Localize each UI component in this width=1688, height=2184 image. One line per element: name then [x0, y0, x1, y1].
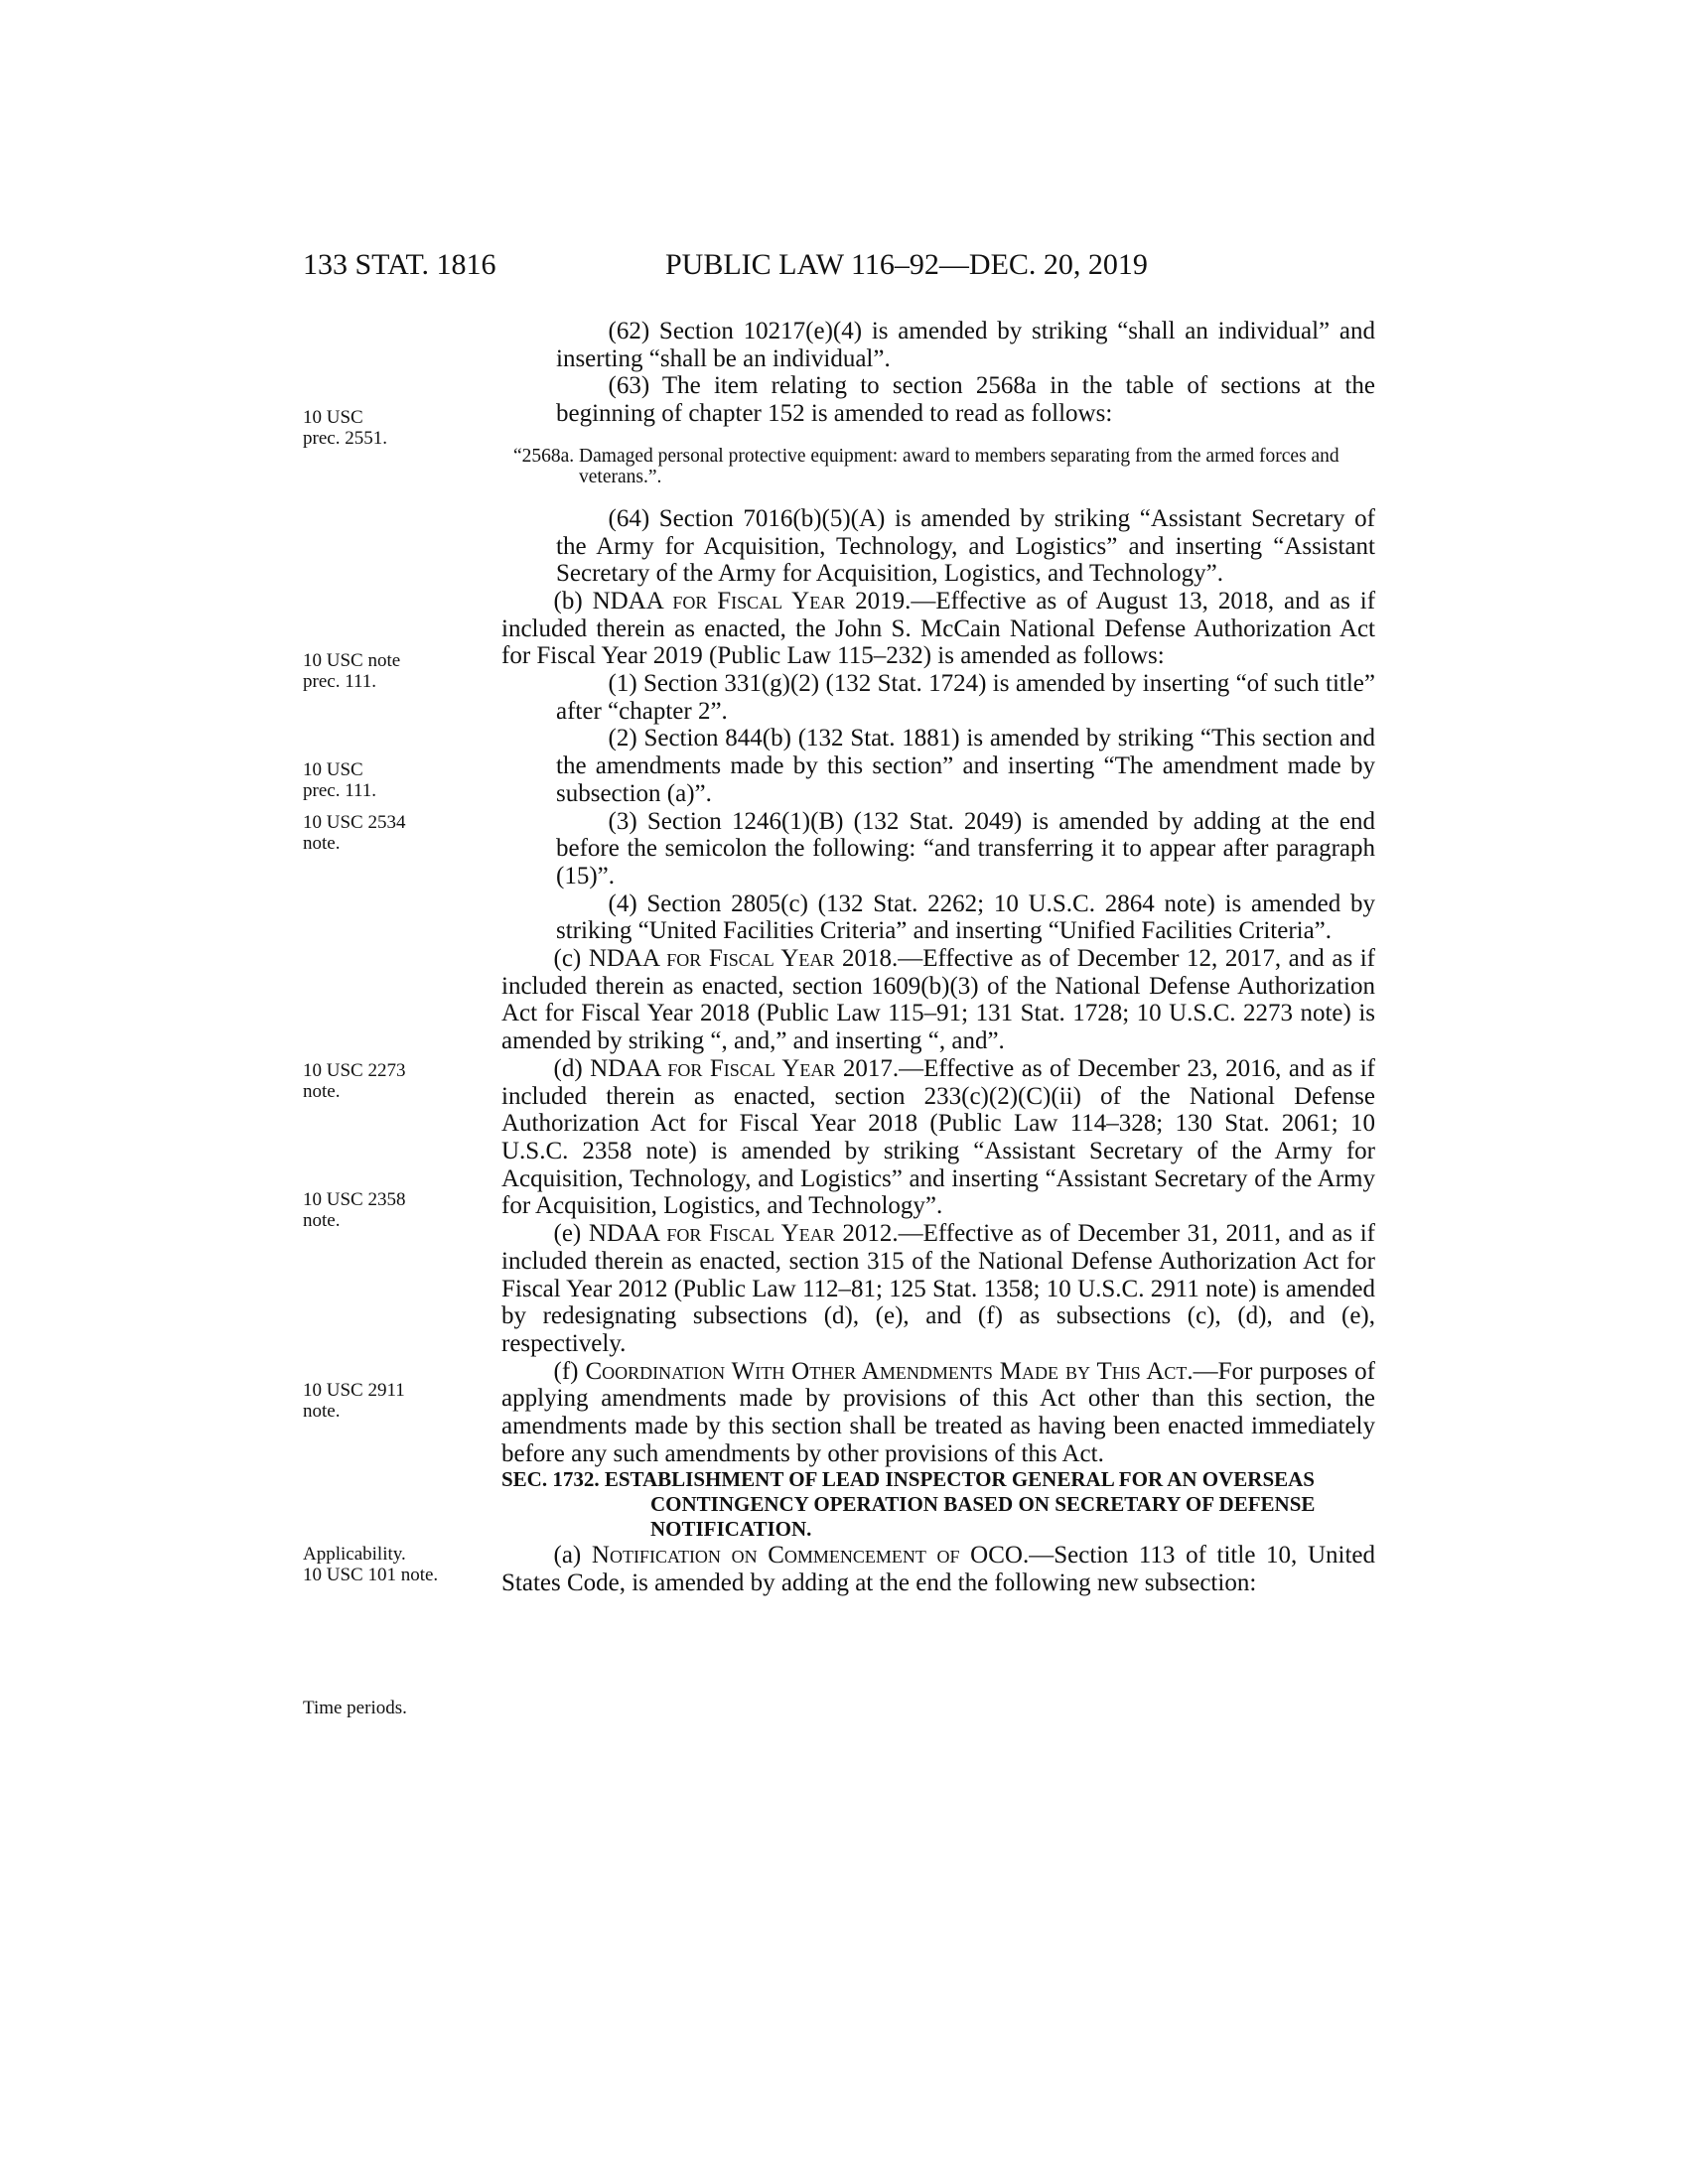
- paragraph-b4: (4) Section 2805(c) (132 Stat. 2262; 10 U.S.C. 2864 note) is amended by striking “United Facilities Criteria” and inserting “Unified Facilities Criteria”.: [556, 889, 1375, 945]
- paragraph-b3: (3) Section 1246(1)(B) (132 Stat. 2049) is amended by adding at the end before the semicolon the following: “and transferring it to appear after paragraph (15)”.: [556, 807, 1375, 889]
- paragraph-b2: (2) Section 844(b) (132 Stat. 1881) is amended by striking “This section and the amendments made by this section” and inserting “The amendment made by subsection (a)”.: [556, 725, 1375, 807]
- subsection-f-heading: Coordination With Other Amendments Made by This Act: [585, 1357, 1188, 1385]
- margin-note: Time periods.: [303, 1698, 407, 1718]
- running-header: [303, 248, 1375, 288]
- subsection-a: (a) Notification on Commencement of OCO.—Section 113 of title 10, United States Code, is amended by adding at the end the following new subsection:: [501, 1542, 1375, 1597]
- paragraph-62: (62) Section 10217(e)(4) is amended by striking “shall an individual” and inserting “shall be an individual”.: [556, 318, 1375, 372]
- paragraph-63: (63) The item relating to section 2568a in the table of sections at the beginning of chapter 152 is amended to read as follows:: [556, 372, 1375, 428]
- margin-note: 10 USC 2273 note.: [303, 1060, 406, 1102]
- public-law-title: PUBLIC LAW 116–92—DEC. 20, 2019: [665, 248, 1148, 281]
- margin-note: 10 USC 2911 note.: [303, 1380, 405, 1422]
- subsection-d-heading: NDAA for Fiscal Year 2017: [590, 1054, 893, 1082]
- subsection-e: (e) NDAA for Fiscal Year 2012.—Effective as of December 31, 2011, and as if included therein as enacted, section 315 of the National Defense Authorization Act for Fiscal Year 2012 (Public Law 112–81; 125 Stat. 1358; 10 U.S.C. 2911 note) is amended by redesignating subsections (d), (e), and (f) as subsections (c), (d), and (e), respectively.: [501, 1220, 1375, 1357]
- statute-page-number: 133 STAT. 1816: [303, 248, 496, 281]
- subsection-c: (c) NDAA for Fiscal Year 2018.—Effective as of December 12, 2017, and as if included therein as enacted, section 1609(b)(3) of the National Defense Authorization Act for Fiscal Year 2018 (Public Law 115–91; 131 Stat. 1728; 10 U.S.C. 2273 note) is amended by striking “, and,” and inserting “, and”.: [501, 945, 1376, 1055]
- subsection-f: (f) Coordination With Other Amendments Made by This Act.—For purposes of applying amendments made by provisions of this Act other than this section, the amendments made by this section shall be treated as having been enacted immediately before any such amendments by other provisions of this Act.: [501, 1357, 1375, 1467]
- margin-note: 10 USC 2534 note.: [303, 812, 406, 854]
- subsection-c-heading: NDAA for Fiscal Year 2018: [588, 945, 892, 973]
- main-text: [501, 318, 1375, 1597]
- margin-note: 10 USC note prec. 111.: [303, 650, 401, 692]
- margin-note: 10 USC 2358 note.: [303, 1189, 406, 1231]
- table-of-sections-item: “2568a. Damaged personal protective equipment: award to members separating from the armed forces and veterans.”.: [513, 445, 1339, 487]
- subsection-b: (b) NDAA for Fiscal Year 2019.—Effective as of August 13, 2018, and as if included therein as enacted, the John S. McCain National Defense Authorization Act for Fiscal Year 2019 (Public Law 115–232) is amended as follows:: [501, 587, 1376, 670]
- paragraph-64: (64) Section 7016(b)(5)(A) is amended by striking “Assistant Secretary of the Army for Acquisition, Technology, and Logistics” and inserting “Assistant Secretary of the Army for Acquisition, Logistics, and Technology”.: [556, 504, 1375, 588]
- subsection-d: (d) NDAA for Fiscal Year 2017.—Effective as of December 23, 2016, and as if included therein as enacted, section 233(c)(2)(C)(ii) of the National Defense Authorization Act for Fiscal Year 2018 (Public Law 114–328; 130 Stat. 2061; 10 U.S.C. 2358 note) is amended by striking “Assistant Secretary of the Army for Acquisition, Technology, and Logistics” and inserting “Assistant Secretary of the Army for Acquisition, Logistics, and Technology”.: [501, 1054, 1376, 1220]
- margin-note: Applicability. 10 USC 101 note.: [303, 1544, 439, 1585]
- margin-note: 10 USC prec. 2551.: [303, 407, 387, 449]
- subsection-b-heading: NDAA for Fiscal Year 2019: [592, 587, 906, 614]
- subsection-e-heading: NDAA for Fiscal Year 2012: [588, 1220, 893, 1248]
- margin-note: 10 USC prec. 111.: [303, 759, 377, 801]
- section-heading: SEC. 1732. ESTABLISHMENT OF LEAD INSPECTOR GENERAL FOR AN OVERSEAS CONTINGENCY OPERATION BASED ON SECRETARY OF DEFENSE NOTIFICATION.: [501, 1467, 1316, 1542]
- subsection-a-heading: Notification on Commencement of OCO: [591, 1542, 1023, 1570]
- paragraph-b1: (1) Section 331(g)(2) (132 Stat. 1724) is amended by inserting “of such title” after “chapter 2”.: [556, 670, 1375, 725]
